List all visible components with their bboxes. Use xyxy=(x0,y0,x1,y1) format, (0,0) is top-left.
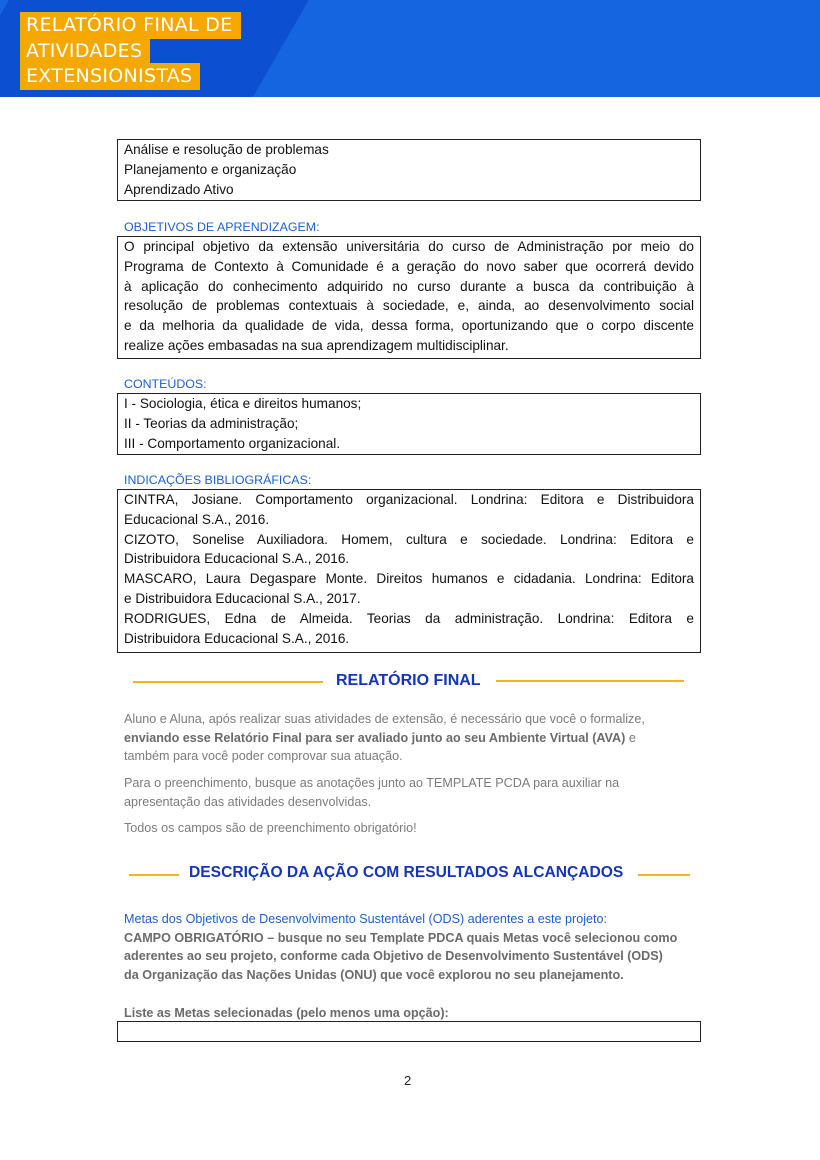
header-title-line-2: ATIVIDADES xyxy=(20,38,150,65)
ods-instruction-line-2: aderentes ao seu projeto, conforme cada Objetivo de Desenvolvimento Sustentável (ODS) xyxy=(124,949,663,963)
bibliografia-line: CINTRA, Josiane. Comportamento organizacional. Londrina: Editora e Distribuidora xyxy=(124,492,694,507)
metas-list-label xyxy=(124,1004,704,1023)
objetivos-line: e da melhoria da qualidade de vida, dessa forma, oportunizando que o corpo discente xyxy=(124,318,694,334)
relatorio-p2-line-2: apresentação das atividades desenvolvidas. xyxy=(124,794,372,809)
header-title-line-3: EXTENSIONISTAS xyxy=(20,63,200,90)
bibliografia-line: CIZOTO, Sonelise Auxiliadora. Homem, cultura e sociedade. Londrina: Editora e xyxy=(124,531,694,547)
relatorio-paragraph-2 xyxy=(124,774,704,811)
competencias-box xyxy=(117,139,701,201)
bibliografia-line: MASCARO, Laura Degaspare Monte. Direitos humanos e cidadania. Londrina: Editora xyxy=(124,571,694,587)
conteudos-label: CONTEÚDOS: xyxy=(124,377,207,391)
bibliografia-line: e Distribuidora Educacional S.A., 2017. xyxy=(124,590,361,606)
conteudos-box xyxy=(117,393,701,455)
objetivos-line: realize ações embasadas na sua aprendizagem multidisciplinar. xyxy=(124,337,509,353)
ods-paragraph xyxy=(124,910,704,984)
section-rule-right xyxy=(638,874,690,876)
ods-label: Metas dos Objetivos de Desenvolvimento Sustentável (ODS) aderentes a este projeto: xyxy=(124,912,608,926)
competencia-item: Planejamento e organização xyxy=(124,161,297,177)
ods-instruction-line-3: da Organização das Nações Unidas (ONU) que você explorou no seu planejamento. xyxy=(124,967,624,982)
conteudo-item: II - Teorias da administração; xyxy=(124,415,299,431)
page-number: 2 xyxy=(404,1073,412,1088)
header-title-line-1: RELATÓRIO FINAL DE xyxy=(20,12,241,39)
relatorio-p1-start: Aluno e Aluna, após realizar suas atividades de extensão, é necessário que você o formalize, xyxy=(124,712,645,726)
metas-input-box[interactable] xyxy=(117,1021,701,1042)
section-rule-left xyxy=(129,874,179,876)
conteudo-item: III - Comportamento organizacional. xyxy=(124,435,341,451)
objetivos-line: Programa de Contexto à Comunidade é a geração do novo saber que ocorrerá devido xyxy=(124,258,694,274)
objetivos-line: à aplicação do conhecimento adquirido no curso durante a busca da contribuição à xyxy=(124,278,694,294)
section-rule-right xyxy=(496,680,684,682)
bibliografia-line: Distribuidora Educacional S.A., 2016. xyxy=(124,630,350,646)
bibliografia-line: Distribuidora Educacional S.A., 2016. xyxy=(124,551,350,567)
competencia-item: Aprendizado Ativo xyxy=(124,181,234,197)
relatorio-p1-last: também para você poder comprovar sua atuação. xyxy=(124,749,403,763)
relatorio-p1-end: e xyxy=(625,730,636,745)
bibliografia-label: INDICAÇÕES BIBLIOGRÁFICAS: xyxy=(124,473,312,487)
ods-instruction-line-1: CAMPO OBRIGATÓRIO – busque no seu Template PDCA quais Metas você selecionou como xyxy=(124,930,678,945)
objetivos-line: resolução de problemas contextuais à sociedade, e, ainda, ao desenvolvimento social xyxy=(124,298,694,314)
objetivos-box xyxy=(117,236,701,359)
conteudo-item: I - Sociologia, ética e direitos humanos; xyxy=(124,396,362,411)
objetivos-line: O principal objetivo da extensão universitária do curso de Administração por meio do xyxy=(124,239,694,254)
descricao-title: DESCRIÇÃO DA AÇÃO COM RESULTADOS ALCANÇADOS xyxy=(189,864,624,881)
relatorio-p1-bold: enviando esse Relatório Final para ser avaliado junto ao seu Ambiente Virtual (AVA) xyxy=(124,730,626,745)
relatorio-paragraph-1 xyxy=(124,710,704,766)
relatorio-paragraph-3: Todos os campos são de preenchimento obrigatório! xyxy=(124,821,417,835)
bibliografia-box xyxy=(117,489,701,653)
metas-list-label-text: Liste as Metas selecionadas (pelo menos uma opção): xyxy=(124,1006,449,1020)
bibliografia-line: RODRIGUES, Edna de Almeida. Teorias da administração. Londrina: Editora e xyxy=(124,610,694,626)
header-banner xyxy=(0,0,820,97)
competencia-item: Análise e resolução de problemas xyxy=(124,142,329,157)
relatorio-final-title: RELATÓRIO FINAL xyxy=(336,672,481,689)
objetivos-label: OBJETIVOS DE APRENDIZAGEM: xyxy=(124,220,320,234)
bibliografia-line: Educacional S.A., 2016. xyxy=(124,511,270,527)
relatorio-p2-line-1: Para o preenchimento, busque as anotações junto ao TEMPLATE PCDA para auxiliar na xyxy=(124,776,620,790)
section-rule-left xyxy=(133,681,323,683)
